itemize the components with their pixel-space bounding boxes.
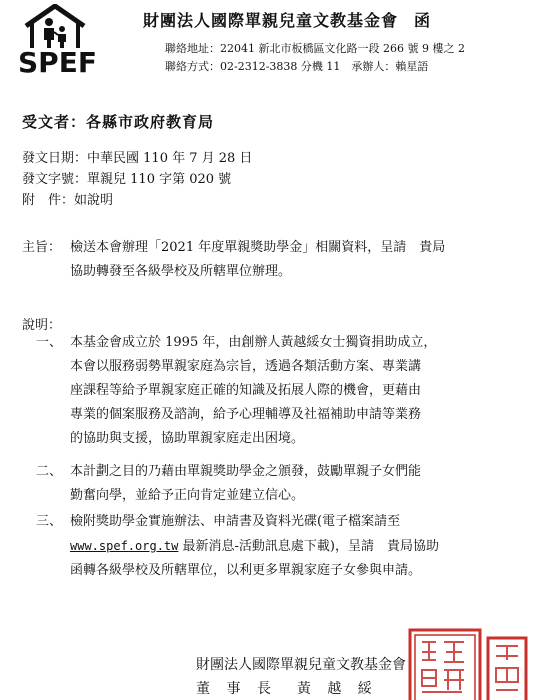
attachment xyxy=(22,189,113,208)
issue-date xyxy=(22,147,252,166)
issue-date-value: 中華民國 110 年 7 月 28 日 xyxy=(87,151,253,166)
contact-address: 聯絡地址：22041 新北市板橋區文化路一段 266 號 9 樓之 2 xyxy=(165,42,465,55)
subject-body xyxy=(70,236,524,284)
issue-date-label: 發文日期： xyxy=(22,151,88,166)
item-line: 本計劃之目的乃藉由單親獎助學金之頒發，鼓勵單親子女們能 xyxy=(70,464,422,479)
spef-logo xyxy=(16,4,128,80)
recipient: 受文者：各縣市政府教育局 xyxy=(22,113,215,131)
website-link[interactable]: www.spef.org.tw xyxy=(70,539,179,553)
item-line: 座課程等給予單親家庭正確的知識及拓展人際的機會，更藉由 xyxy=(70,383,422,398)
item-text xyxy=(70,460,510,508)
footer-org-name: 財團法人國際單親兒童文教基金會 xyxy=(196,657,406,673)
item-text xyxy=(70,331,510,451)
item-number: 三、 xyxy=(36,514,63,529)
attachment-value: 如說明 xyxy=(74,193,114,208)
item-line xyxy=(70,534,510,559)
item-line: 本基金會成立於 1995 年，由創辦人黃越綏女士獨資捐助成立， xyxy=(70,335,437,350)
item-text xyxy=(70,510,510,583)
doc-number-value: 單親兒 110 字第 020 號 xyxy=(87,172,232,187)
house-family-icon xyxy=(22,4,88,50)
doc-number xyxy=(22,168,231,187)
org-name: 財團法人國際單親兒童文教基金會 xyxy=(143,11,399,30)
contact-phone: 聯絡方式：02-2312-3838 分機 11 承辦人：賴星語 xyxy=(165,60,429,73)
doc-number-label: 發文字號： xyxy=(22,172,88,187)
subject-label: 主旨： xyxy=(22,240,62,255)
official-seal-stamp xyxy=(408,628,530,700)
document-type: 函 xyxy=(414,11,432,30)
item-line-rest: 最新消息-活動訊息處下載)，呈請 貴局協助 xyxy=(178,539,439,554)
subject-line: 檢送本會辦理「2021 年度單親獎助學金」相關資料，呈請 貴局 xyxy=(70,240,446,255)
item-number: 二、 xyxy=(36,464,63,479)
item-line: 本會以服務弱勢單親家庭為宗旨，透過各類活動方案、專業講 xyxy=(70,359,422,374)
item-line: 檢附獎助學金實施辦法、申請書及資料光碟(電子檔案請至 xyxy=(70,514,401,529)
attachment-label: 附 件： xyxy=(22,193,75,208)
item-line: 專業的個案服務及諮詢，給予心理輔導及社福補助申請等業務 xyxy=(70,407,422,422)
item-line: 函轉各級學校及所轄單位，以利更多單親家庭子女參與申請。 xyxy=(70,563,422,578)
subject-line: 協助轉發至各級學校及所轄單位辦理。 xyxy=(70,264,292,279)
item-number: 一、 xyxy=(36,335,63,350)
item-line: 勤奮向學，並給予正向肯定並建立信心。 xyxy=(70,488,305,503)
footer-chairperson: 董 事 長 黃 越 綏 xyxy=(196,681,378,697)
org-header xyxy=(143,8,431,31)
explanation-label: 說明： xyxy=(22,318,62,333)
item-line: 的協助與支援，協助單親家庭走出困境。 xyxy=(70,431,305,446)
logo-text: SPEF xyxy=(18,46,97,79)
